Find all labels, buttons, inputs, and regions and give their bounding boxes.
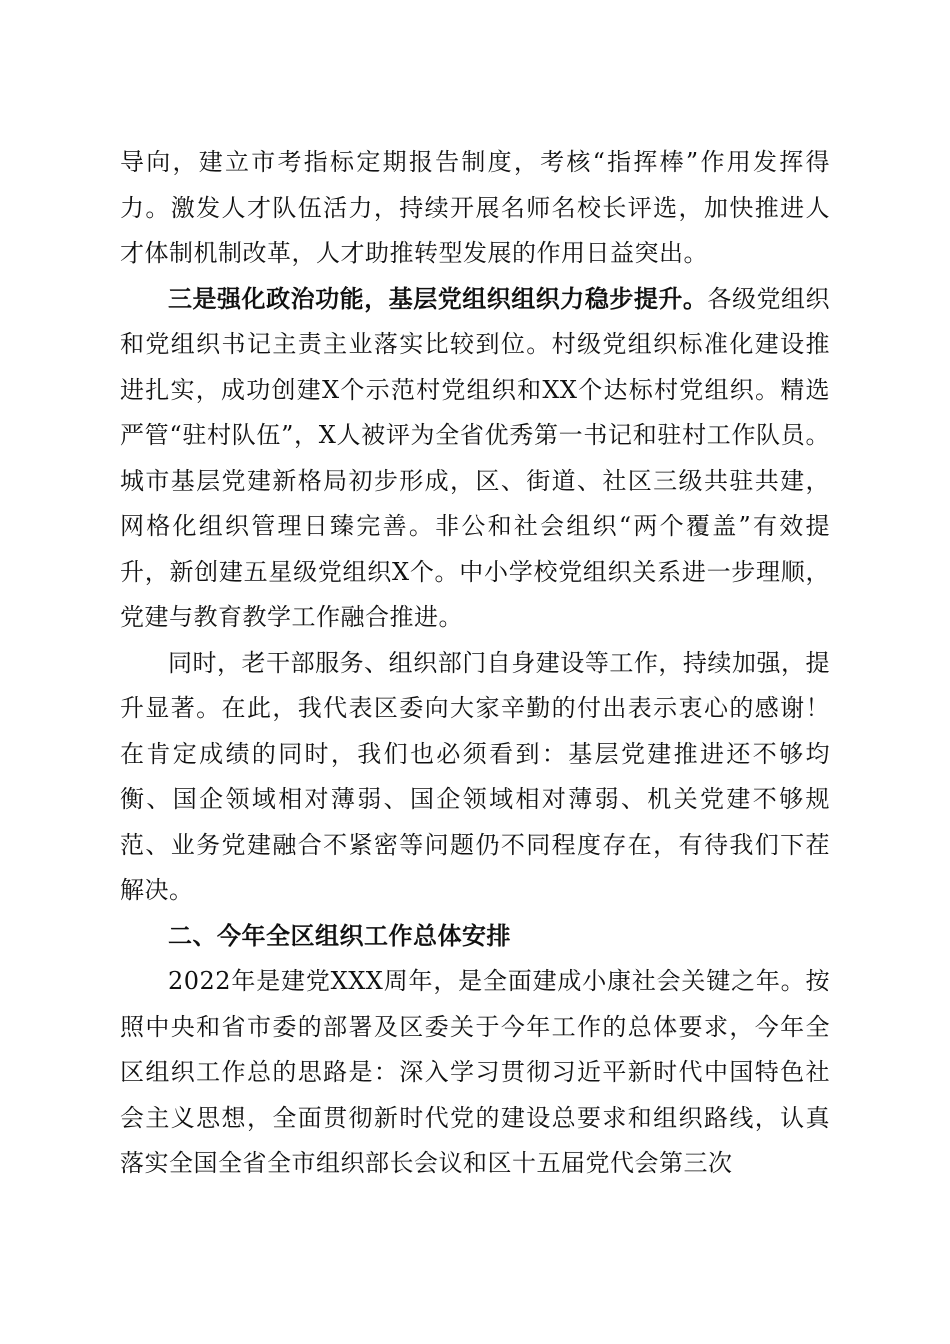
paragraph-political-function bbox=[120, 277, 830, 641]
paragraph-acknowledgement: 同时，老干部服务、组织部门自身建设等工作，持续加强，提升显著。在此，我代表区委向大家辛勤的付出表示衷心的感谢！在肯定成绩的同时，我们也必须看到：基层党建推进还不够均衡、国企领域相对薄弱、国企领域相对薄弱、机关党建不够规范、业务党建融合不紧密等问题仍不同程度存在，有待我们下茬解决。 bbox=[120, 648, 830, 904]
paragraph-continuation: 导向，建立市考指标定期报告制度，考核“指挥棒”作用发挥得力。激发人才队伍活力，持续开展名师名校长评选，加快推进人才体制机制改革，人才助推转型发展的作用日益突出。 bbox=[120, 148, 830, 267]
document-page bbox=[120, 140, 830, 1187]
paragraph-body: 各级党组织和党组织书记主责主业落实比较到位。村级党组织标准化建设推进扎实，成功创建X个示范村党组织和XX个达标村党组织。精选严管“驻村队伍”，X人被评为全省优秀第一书记和驻村工作队员。城市基层党建新格局初步形成，区、街道、社区三级共驻共建，网格化组织管理日臻完善。非公和社会组织“两个覆盖”有效提升，新创建五星级党组织X个。中小学校党组织关系进一步理顺，党建与教育教学工作融合推进。 bbox=[120, 284, 830, 631]
section-heading: 二、今年全区组织工作总体安排 bbox=[168, 921, 511, 950]
paragraph-lead-sentence: 三是强化政治功能，基层党组织组织力稳步提升。 bbox=[168, 284, 708, 313]
paragraph-overall-plan: 2022年是建党XXX周年，是全面建成小康社会关键之年。按照中央和省市委的部署及区委关于今年工作的总体要求，今年全区组织工作总的思路是：深入学习贯彻习近平新时代中国特色社会主义思想，全面贯彻新时代党的建设总要求和组织路线，认真落实全国全省全市组织部长会议和区十五届党代会第三次 bbox=[120, 967, 830, 1177]
